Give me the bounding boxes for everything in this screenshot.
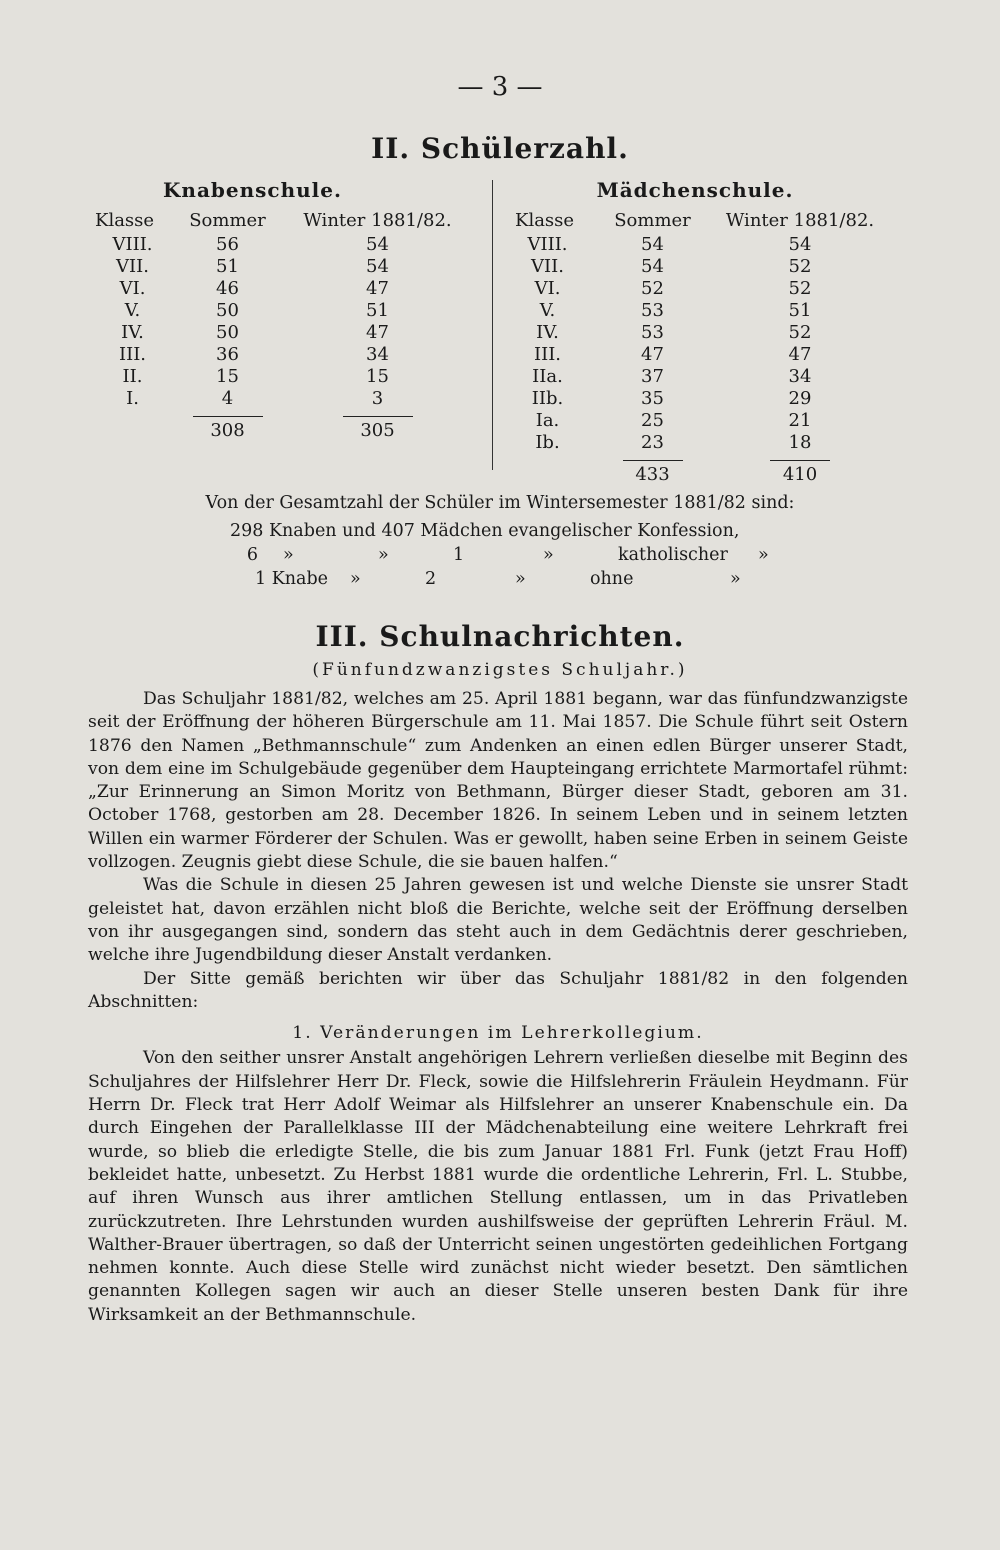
confession-lead: Von der Gesamtzahl der Schüler im Wintersemester 1881/82 sind: — [205, 493, 795, 513]
cell-winter: 54 — [788, 234, 812, 255]
table-row — [505, 410, 885, 432]
subsection-heading: 1. Veränderungen im Lehrerkollegium. — [292, 1023, 704, 1044]
cell-winter: 51 — [788, 300, 812, 321]
cell-sommer: 46 — [216, 278, 239, 299]
table-divider — [492, 180, 493, 470]
cell-winter: 21 — [788, 410, 812, 431]
total-winter: 305 — [360, 420, 395, 441]
total-sommer: 308 — [210, 420, 245, 441]
cell-klasse: Ib. — [535, 432, 560, 453]
cell-winter: 3 — [371, 388, 384, 409]
table-row — [505, 278, 885, 300]
cell-winter: 51 — [366, 300, 389, 321]
table-row — [505, 256, 885, 278]
cell-sommer: 53 — [641, 300, 664, 321]
cell-klasse: III. — [533, 344, 562, 365]
cell-winter: 15 — [366, 366, 389, 387]
cell-sommer: 54 — [641, 256, 664, 277]
cell-winter: 29 — [788, 388, 812, 409]
cell-sommer: 56 — [216, 234, 239, 255]
cell-sommer: 51 — [216, 256, 239, 277]
cell-sommer: 4 — [221, 388, 234, 409]
sum-rule — [95, 410, 490, 420]
cell-winter: 47 — [366, 278, 389, 299]
header-klasse: Klasse — [515, 210, 575, 231]
cell-sommer: 15 — [216, 366, 239, 387]
cell-sommer: 50 — [216, 322, 239, 343]
table-row — [95, 322, 490, 344]
cell-klasse: VI. — [119, 278, 146, 299]
cell-sommer: 53 — [641, 322, 664, 343]
table-row — [505, 344, 885, 366]
header-sommer: Sommer — [189, 210, 266, 231]
cell-klasse: V. — [539, 300, 556, 321]
cell-sommer: 35 — [641, 388, 664, 409]
table-row — [95, 234, 490, 256]
cell-sommer: 50 — [216, 300, 239, 321]
section-2-title: II. Schülerzahl. — [371, 132, 629, 165]
cell-klasse: I. — [126, 388, 139, 409]
header-klasse: Klasse — [95, 210, 155, 231]
cell-winter: 34 — [366, 344, 389, 365]
cell-winter: 54 — [366, 234, 389, 255]
boys-table-header — [95, 208, 490, 234]
header-sommer: Sommer — [614, 210, 691, 231]
section-3-title: III. Schulnachrichten. — [315, 620, 685, 653]
girls-table-title: Mädchenschule. — [596, 178, 794, 202]
girls-table-header — [505, 208, 885, 234]
cell-klasse: VII. — [116, 256, 149, 277]
total-sommer: 433 — [635, 464, 670, 485]
cell-klasse: V. — [124, 300, 141, 321]
boys-table-title: Knabenschule. — [163, 178, 342, 202]
total-winter: 410 — [782, 464, 818, 485]
table-row — [505, 322, 885, 344]
paragraph: Das Schuljahr 1881/82, welches am 25. April 1881 begann, war das fünfundzwanzigste seit der Eröffnung der höheren Bürgerschule am 11. Mai 1857. Die Schule führt seit Ostern 1876 den Namen „Bethmannschule“ zum Andenken an einen edlen Bürger unserer Stadt, von dem eine im Schulgebäude gegenüber dem Haupteingang errichtete Marmortafel rühmt: „Zur Erinnerung an Simon Moritz von Bethmann, Bürger dieser Stadt, geboren am 31. October 1768, gestorben am 28. December 1826. In seinem Leben und in seinem letzten Willen ein warmer Förderer der Schulen. Was er gewollt, haben seine Erben in seinem Geiste vollzogen. Zeugnis giebt diese Schule, die sie bauen halfen.“ — [88, 689, 908, 873]
cell-winter: 18 — [788, 432, 812, 453]
girls-table — [505, 178, 885, 486]
cell-winter: 54 — [366, 256, 389, 277]
cell-winter: 47 — [788, 344, 812, 365]
cell-klasse: VIII. — [112, 234, 153, 255]
body-text — [88, 688, 908, 1327]
cell-klasse: VIII. — [527, 234, 568, 255]
confession-line-2: 6 » » 1 » katholischer » — [246, 545, 769, 565]
cell-klasse: VI. — [534, 278, 561, 299]
paragraph: Von den seither unsrer Anstalt angehörigen Lehrern verließen dieselbe mit Beginn des Schuljahres der Hilfslehrer Herr Dr. Fleck, sowie die Hilfslehrerin Fräulein Heydmann. Für Herrn Dr. Fleck trat Herr Adolf Weimar als Hilfslehrer an unserer Knabenschule ein. Da durch Eingehen der Parallelklasse III der Mädchenabteilung eine weitere Lehrkraft frei wurde, so blieb die erledigte Stelle, die bis zum Januar 1881 Frl. Funk (jetzt Frau Hoff) bekleidet hatte, unbesetzt. Zu Herbst 1881 wurde die ordentliche Lehrerin, Frl. L. Stubbe, auf ihren Wunsch aus ihrer amtlichen Stellung entlassen, um in das Privatleben zurückzutreten. Ihre Lehrstunden wurden aushilfsweise der geprüften Lehrerin Fräul. M. Walther-Brauer übertragen, so daß der Unterricht seinen ungestörten gedeihlichen Fortgang nehmen konnte. Auch diese Stelle wird zunächst nicht wieder besetzt. Den sämtlichen genannten Kollegen sagen wir auch an dieser Stelle unseren besten Dank für ihre Wirksamkeit an der Bethmannschule. — [88, 1048, 908, 1325]
header-winter: Winter 1881/82. — [725, 210, 875, 231]
cell-klasse: II. — [122, 366, 143, 387]
cell-klasse: IV. — [536, 322, 559, 343]
cell-winter: 47 — [366, 322, 389, 343]
cell-klasse: III. — [118, 344, 147, 365]
cell-sommer: 25 — [641, 410, 664, 431]
boys-table-total — [95, 420, 490, 442]
boys-table-rows — [95, 234, 490, 410]
table-row — [505, 234, 885, 256]
paragraph: Was die Schule in diesen 25 Jahren gewesen ist und welche Dienste sie unsrer Stadt geleistet hat, davon erzählen nicht bloß die Berichte, welche seit der Eröffnung derselben von ihr ausgegangen sind, sondern das steht auch in dem Gedächtnis derer geschrieben, welche ihre Jugendbildung dieser Anstalt verdanken. — [88, 875, 908, 966]
boys-table — [95, 178, 490, 442]
table-row — [505, 366, 885, 388]
confession-summary — [95, 493, 905, 591]
cell-winter: 52 — [788, 322, 812, 343]
cell-klasse: IV. — [121, 322, 144, 343]
paragraph: Der Sitte gemäß berichten wir über das Schuljahr 1881/82 in den folgenden Abschnitten: — [88, 968, 908, 1012]
table-row — [95, 366, 490, 388]
section-3-subtitle: (Fünfundzwanzigstes Schuljahr.) — [312, 660, 688, 680]
cell-klasse: IIa. — [532, 366, 563, 387]
table-row — [95, 344, 490, 366]
cell-sommer: 36 — [216, 344, 239, 365]
cell-sommer: 54 — [641, 234, 664, 255]
page-number: — 3 — — [457, 72, 543, 102]
table-row — [95, 256, 490, 278]
cell-winter: 52 — [788, 256, 812, 277]
cell-klasse: Ia. — [535, 410, 560, 431]
confession-line-1: 298 Knaben und 407 Mädchen evangelischer Konfession, — [230, 521, 740, 541]
cell-sommer: 37 — [641, 366, 664, 387]
cell-sommer: 47 — [641, 344, 664, 365]
table-row — [505, 388, 885, 410]
cell-sommer: 23 — [641, 432, 664, 453]
girls-table-total — [505, 464, 885, 486]
cell-winter: 52 — [788, 278, 812, 299]
table-row — [505, 300, 885, 322]
cell-klasse: VII. — [531, 256, 564, 277]
table-row — [505, 432, 885, 454]
cell-winter: 34 — [788, 366, 812, 387]
cell-sommer: 52 — [641, 278, 664, 299]
confession-line-3: 1 Knabe » 2 » ohne » — [255, 569, 741, 589]
header-winter: Winter 1881/82. — [303, 210, 452, 231]
table-row — [95, 278, 490, 300]
girls-table-rows — [505, 234, 885, 454]
cell-klasse: IIb. — [531, 388, 564, 409]
sum-rule — [505, 454, 885, 464]
table-row — [95, 300, 490, 322]
table-row — [95, 388, 490, 410]
